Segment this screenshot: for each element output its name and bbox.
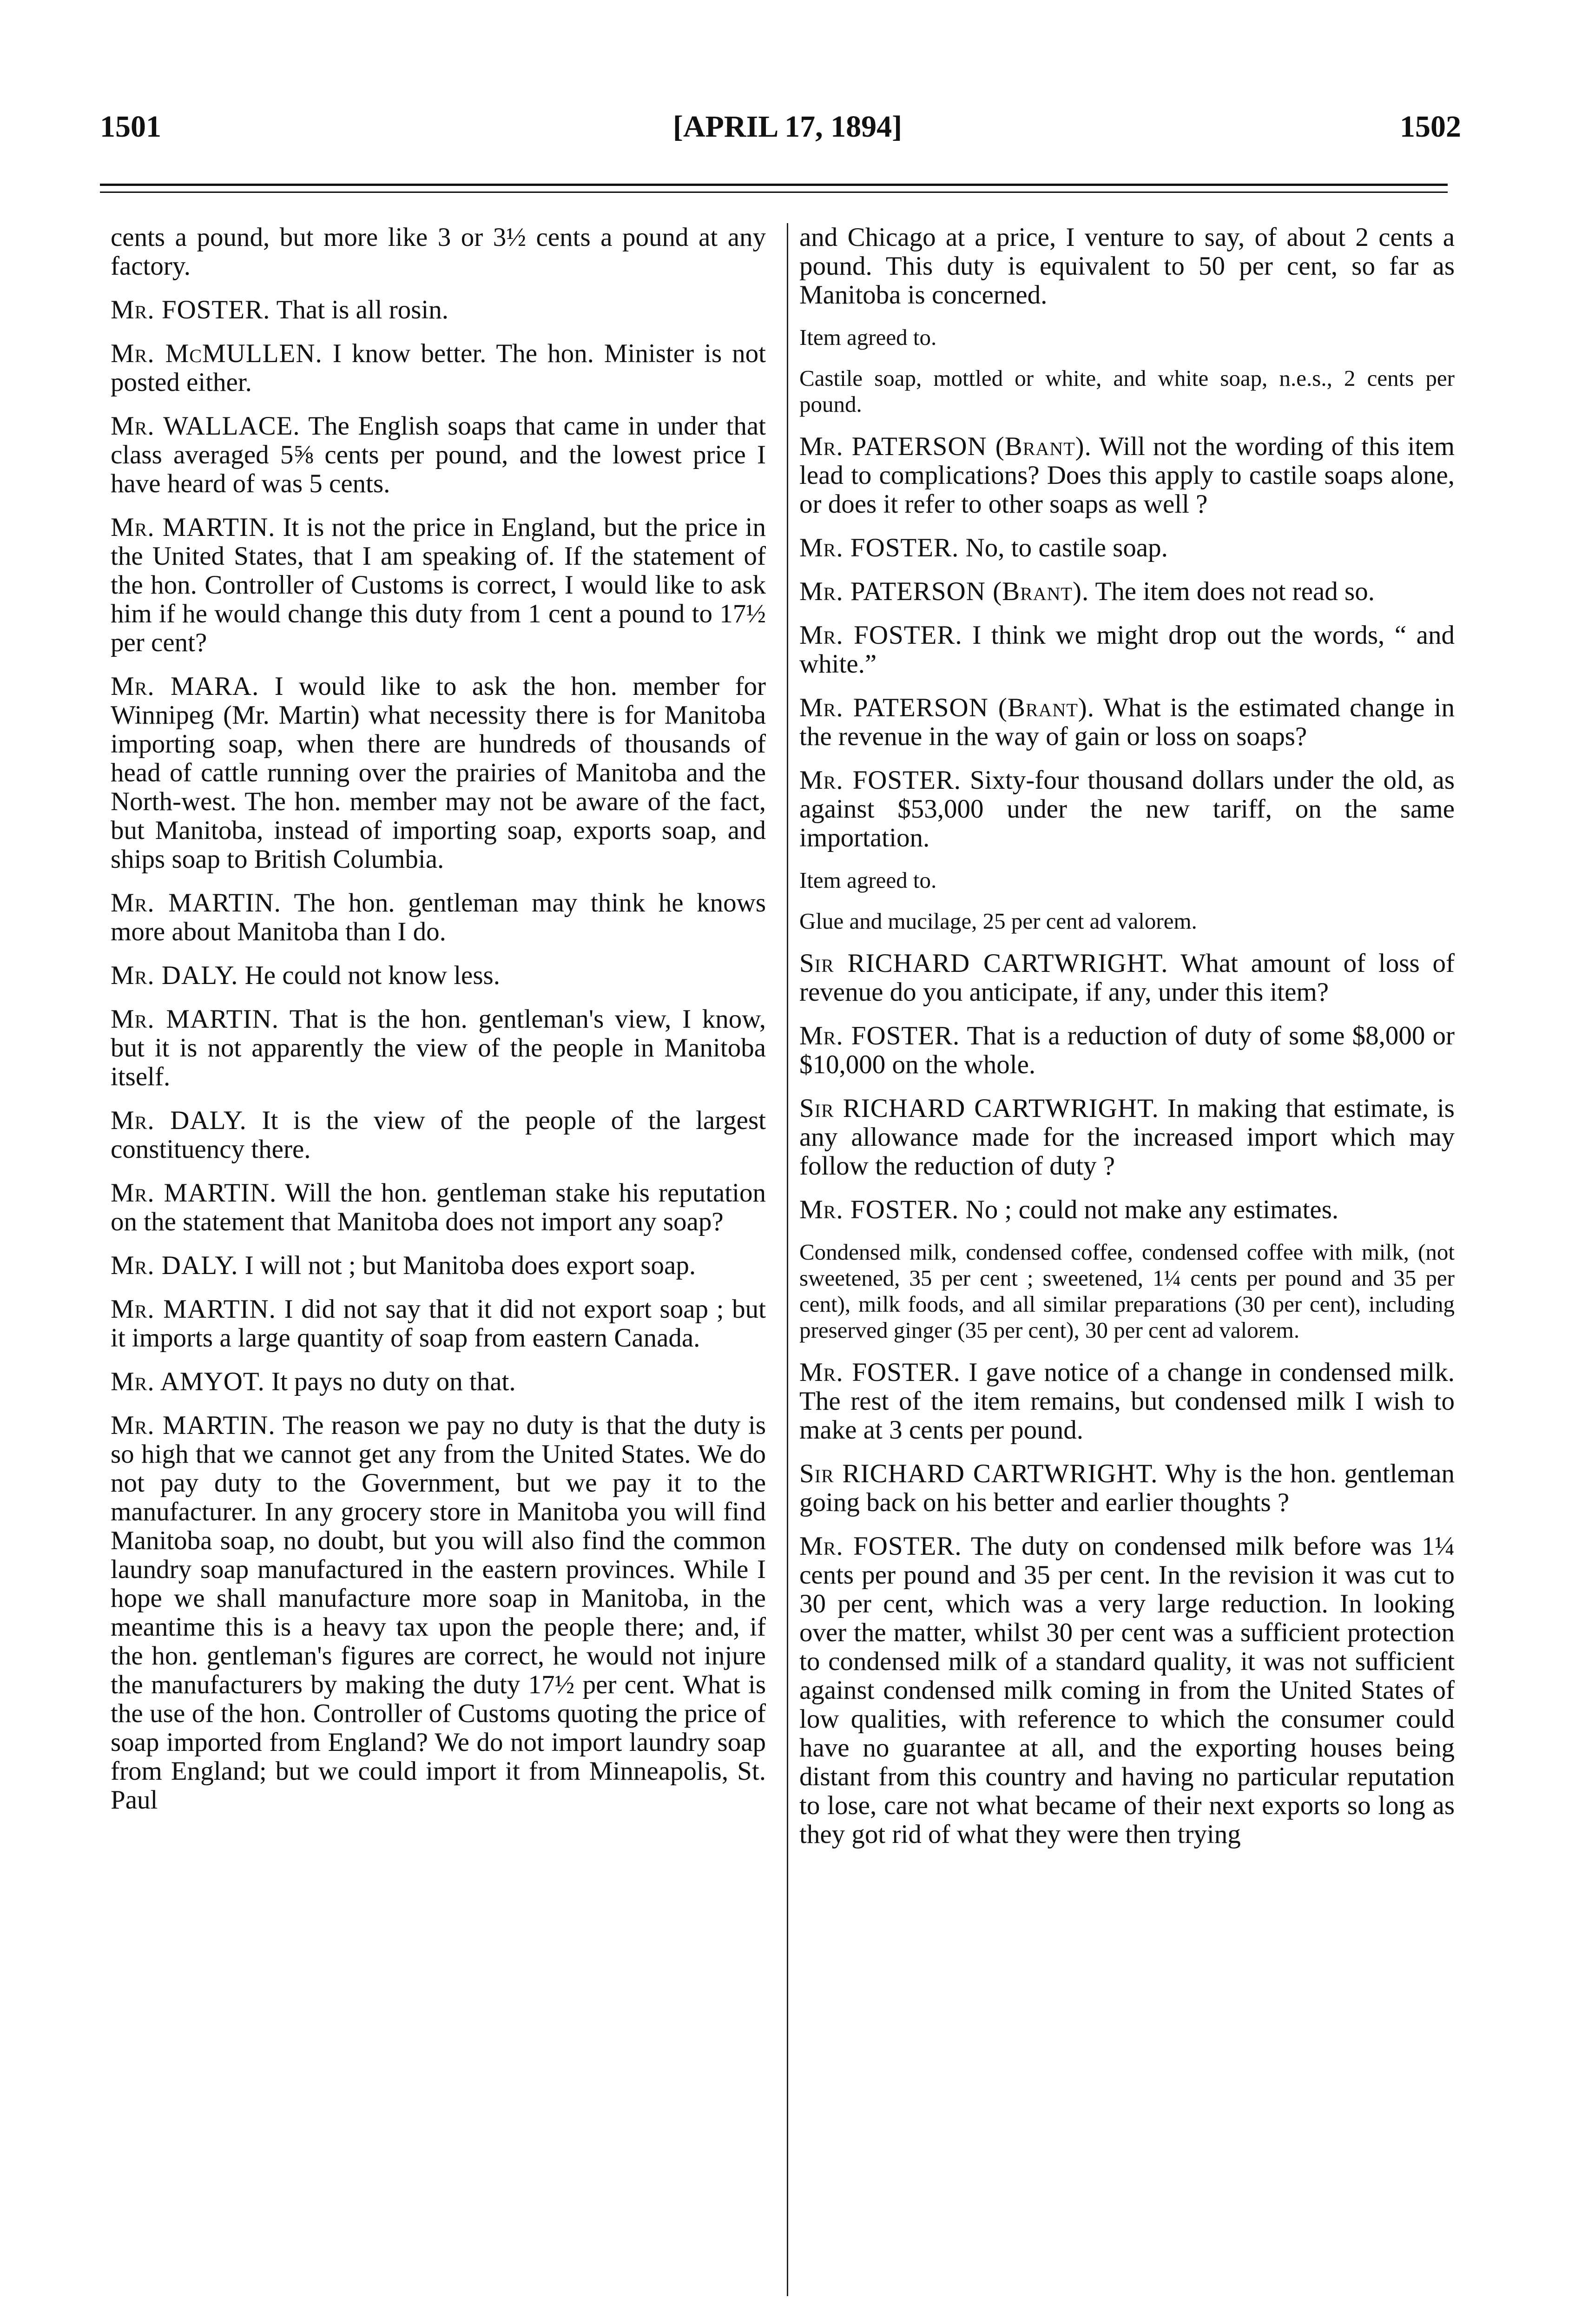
paragraph-text: I will not ; but Manitoba does export soap. <box>244 1251 696 1280</box>
debate-paragraph <box>799 693 1455 751</box>
debate-paragraph <box>111 961 766 990</box>
speaker-name: Mr. DALY. <box>111 1251 238 1280</box>
header-rule-thin <box>100 191 1448 193</box>
speaker-name: Mr. MARTIN. <box>111 1178 277 1208</box>
speaker-name: Mr. PATERSON (Brant). <box>799 577 1089 606</box>
speaker-name: Mr. FOSTER. <box>799 1021 960 1050</box>
left-column <box>111 223 766 1829</box>
paragraph-text: It pays no duty on that. <box>271 1367 516 1396</box>
speaker-name: Mr. FOSTER. <box>799 621 962 650</box>
debate-paragraph <box>799 1459 1455 1517</box>
speaker-name: Sir RICHARD CARTWRIGHT. <box>799 1459 1158 1488</box>
paragraph-text: Why is the hon. gentleman going back on his better and earlier thoughts ? <box>799 1459 1455 1517</box>
debate-paragraph <box>111 1005 766 1091</box>
speaker-name: Mr. AMYOT. <box>111 1367 265 1396</box>
paragraph-text: It is the view of the people of the largest constituency there. <box>111 1106 766 1164</box>
paragraph-text: cents a pound, but more like 3 or 3½ cents a pound at any factory. <box>111 223 766 281</box>
speaker-name: Mr. MARTIN. <box>111 888 281 918</box>
page-number-left: 1501 <box>100 110 161 144</box>
paragraph-text: Item agreed to. <box>799 867 937 893</box>
paragraph-text: Glue and mucilage, 25 per cent ad valorem. <box>799 908 1197 934</box>
debate-paragraph <box>111 1367 766 1396</box>
paragraph-text: Will not the wording of this item lead to complications? Does this apply to castile soaps alone, or does it refer to other soaps as well ? <box>799 432 1455 519</box>
debate-paragraph <box>111 339 766 397</box>
debate-paragraph <box>111 1106 766 1164</box>
speaker-name: Mr. MARTIN. <box>111 1411 276 1440</box>
debate-paragraph <box>111 223 766 281</box>
debate-paragraph <box>799 621 1455 679</box>
debate-paragraph <box>111 513 766 657</box>
paragraph-text: In making that estimate, is any allowance made for the increased import which may follow the reduction of duty ? <box>799 1094 1455 1181</box>
speaker-name: Mr. FOSTER. <box>111 295 270 324</box>
paragraph-text: I think we might drop out the words, “ and white.” <box>799 621 1455 679</box>
debate-paragraph <box>799 1358 1455 1445</box>
paragraph-text: Castile soap, mottled or white, and white soap, n.e.s., 2 cents per pound. <box>799 365 1455 417</box>
debate-paragraph <box>799 432 1455 519</box>
paragraph-text: The hon. gentleman may think he knows more about Manitoba than I do. <box>111 888 766 946</box>
page-date: [APRIL 17, 1894] <box>672 110 903 144</box>
paragraph-text: I gave notice of a change in condensed milk. The rest of the item remains, but condensed milk I wish to make at 3 cents per pound. <box>799 1358 1455 1445</box>
speaker-name: Sir RICHARD CARTWRIGHT. <box>799 1094 1159 1123</box>
speaker-name: Mr. MARA. <box>111 672 259 701</box>
debate-paragraph <box>111 412 766 498</box>
speaker-name: Mr. FOSTER. <box>799 1195 959 1224</box>
speaker-name: Mr. FOSTER. <box>799 1532 962 1561</box>
debate-paragraph <box>799 223 1455 310</box>
paragraph-text: The item does not read so. <box>1095 577 1375 606</box>
speaker-name: Mr. WALLACE. <box>111 411 300 441</box>
debate-paragraph <box>799 766 1455 852</box>
paragraph-text: I know better. The hon. Minister is not posted either. <box>111 339 766 397</box>
debate-paragraph <box>799 1094 1455 1181</box>
debate-paragraph <box>799 949 1455 1007</box>
debate-paragraph <box>111 1295 766 1353</box>
debate-paragraph <box>111 1179 766 1236</box>
speaker-name: Mr. FOSTER. <box>799 533 959 562</box>
paragraph-text: The duty on condensed milk before was 1¼ cents per pound and 35 per cent. In the revision it was cut to 30 per cent, which was a very large reduction. In looking over the matter, whilst 30 per cent was a sufficient protection to condensed milk of a standard quality, it was not sufficient against condensed milk coming in from the United States of low qualities, with reference to which the consumer could have no guarantee at all, and the exporting houses being distant from this country and having no particular reputation to lose, care not what became of their next exports so long as they got rid of what they were then trying <box>799 1532 1455 1849</box>
page-number-right: 1502 <box>1400 110 1461 144</box>
speaker-name: Mr. FOSTER. <box>799 766 962 795</box>
speaker-name: Mr. MARTIN. <box>111 1004 279 1034</box>
debate-paragraph <box>111 889 766 946</box>
paragraph-text: No, to castile soap. <box>965 533 1168 562</box>
paragraph-text: Item agreed to. <box>799 324 937 350</box>
speaker-name: Mr. McMULLEN. <box>111 339 323 368</box>
paragraph-text: What amount of loss of revenue do you anticipate, if any, under this item? <box>799 949 1455 1007</box>
speaker-name: Mr. PATERSON (Brant). <box>799 432 1092 461</box>
paragraph-text: The English soaps that came in under that class averaged 5⅝ cents per pound, and the lowest price I have heard of was 5 cents. <box>111 411 766 498</box>
speaker-name: Sir RICHARD CARTWRIGHT. <box>799 949 1168 978</box>
right-column <box>799 223 1455 1864</box>
debate-paragraph <box>111 1411 766 1815</box>
paragraph-text: I did not say that it did not export soap ; but it imports a large quantity of soap from eastern Canada. <box>111 1294 766 1353</box>
column-divider <box>787 223 788 2296</box>
paragraph-text: Sixty-four thousand dollars under the old, as against $53,000 under the new tariff, on the same importation. <box>799 766 1455 852</box>
tariff-item <box>799 365 1455 417</box>
speaker-name: Mr. FOSTER. <box>799 1358 961 1387</box>
debate-paragraph <box>111 296 766 324</box>
paragraph-text: Will the hon. gentleman stake his reputation on the statement that Manitoba does not import any soap? <box>111 1178 766 1236</box>
debate-paragraph <box>799 577 1455 606</box>
debate-paragraph <box>111 1251 766 1280</box>
paragraph-text: and Chicago at a price, I venture to say, of about 2 cents a pound. This duty is equivalent to 50 per cent, so far as Manitoba is concerned. <box>799 223 1455 310</box>
tariff-item <box>799 324 1455 350</box>
speaker-name: Mr. DALY. <box>111 961 238 990</box>
paragraph-text: That is all rosin. <box>276 295 449 324</box>
speaker-name: Mr. PATERSON (Brant). <box>799 693 1094 722</box>
paragraph-text: I would like to ask the hon. member for Winnipeg (Mr. Martin) what necessity there is for Manitoba importing soap, when there are hundreds of thousands of head of cattle running over the prairies of Manitoba and the North-west. The hon. member may not be aware of the fact, but Manitoba, instead of importing soap, exports soap, and ships soap to British Columbia. <box>111 672 766 874</box>
paragraph-text: No ; could not make any estimates. <box>965 1195 1339 1224</box>
paragraph-text: It is not the price in England, but the price in the United States, that I am speaking of. If the statement of the hon. Controller of Customs is correct, I would like to ask him if he would change this duty from 1 cent a pound to 17½ per cent? <box>111 513 766 657</box>
paragraph-text: That is the hon. gentleman's view, I know, but it is not apparently the view of the people in Manitoba itself. <box>111 1004 766 1091</box>
paragraph-text: Condensed milk, condensed coffee, condensed coffee with milk, (not sweetened, 35 per cent ; sweetened, 1¼ cents per pound and 35 per cent), milk foods, and all similar preparations (30 per cent), including preserved ginger (35 per cent), 30 per cent ad valorem. <box>799 1239 1455 1343</box>
speaker-name: Mr. MARTIN. <box>111 513 276 542</box>
debate-paragraph <box>111 672 766 874</box>
debate-paragraph <box>799 1022 1455 1079</box>
page-header <box>0 109 1575 151</box>
paragraph-text: He could not know less. <box>244 961 500 990</box>
header-rule <box>100 184 1448 186</box>
tariff-item <box>799 908 1455 934</box>
debate-paragraph <box>799 1532 1455 1849</box>
tariff-item <box>799 867 1455 893</box>
speaker-name: Mr. DALY. <box>111 1106 247 1135</box>
paragraph-text: What is the estimated change in the revenue in the way of gain or loss on soaps? <box>799 693 1455 751</box>
paragraph-text: The reason we pay no duty is that the duty is so high that we cannot get any from the United States. We do not pay duty to the Government, but we pay it to the manufacturer. In any grocery store in Manitoba you will find Manitoba soap, no doubt, but you will also find the common laundry soap manufactured in the eastern provinces. While I hope we shall manufacture more soap in Manitoba, in the meantime this is a heavy tax upon the people there; and, if the hon. gentleman's figures are correct, he would not injure the manufacturers by making the duty 17½ per cent. What is the use of the hon. Controller of Customs quoting the price of soap imported from England? We do not import laundry soap from England; but we could import it from Minneapolis, St. Paul <box>111 1411 766 1815</box>
debate-paragraph <box>799 1195 1455 1224</box>
debate-paragraph <box>799 534 1455 562</box>
paragraph-text: That is a reduction of duty of some $8,000 or $10,000 on the whole. <box>799 1021 1455 1079</box>
tariff-item <box>799 1239 1455 1343</box>
speaker-name: Mr. MARTIN. <box>111 1294 276 1324</box>
